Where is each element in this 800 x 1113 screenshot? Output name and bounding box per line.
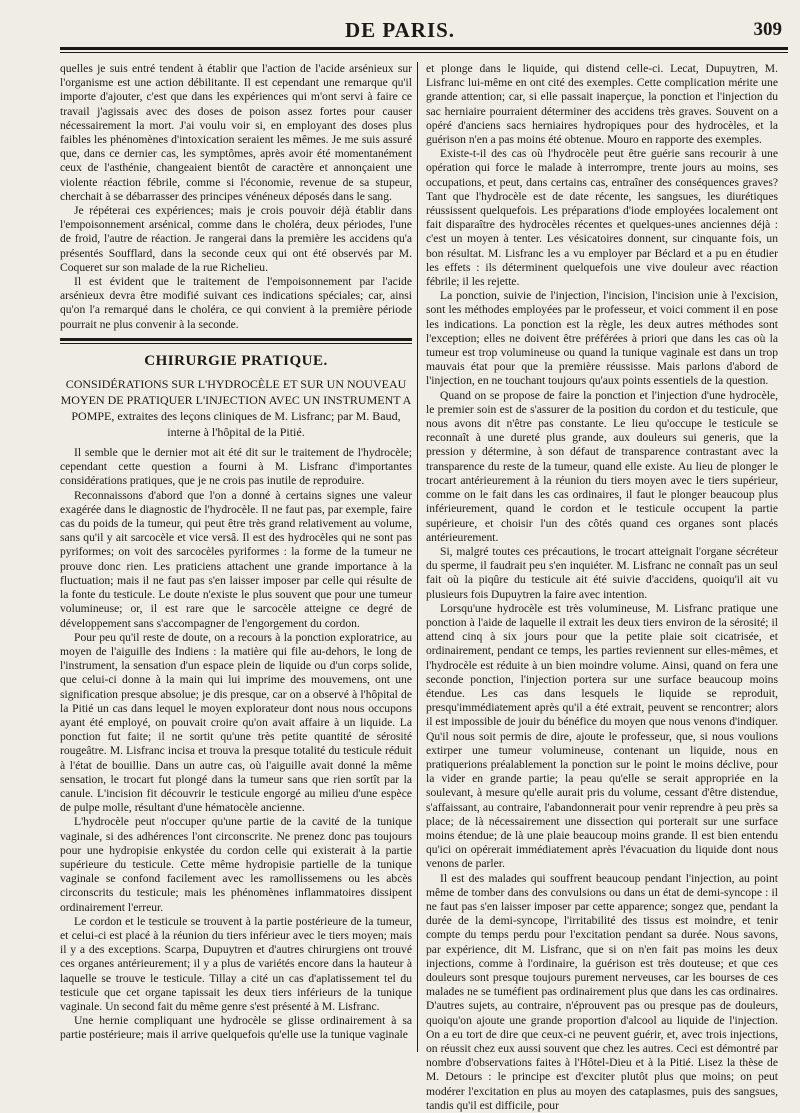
header-rule-thick	[60, 47, 788, 50]
page-number: 309	[753, 19, 782, 40]
paragraph: La ponction, suivie de l'injection, l'incision, l'incision unie à l'excision, sont les méthodes employées par le professeur, et voici comment il en pose les indications. La ponction est la règle, les deux autres méthodes sont l'exception; elles ne doivent être préférées à priori que dans les cas où la tumeur est trop volumineuse ou quand la tunique vaginale est dans un trop mauvais état pour que la première réussisse. Mais parlons d'abord de l'injection, en ne touchant toujours qu'aux points essentiels de la question.	[426, 289, 778, 388]
paragraph: Quand on se propose de faire la ponction et l'injection d'une hydrocèle, le premier soin est de s'assurer de la position du cordon et du testicule, que nous avons dit n'être pas constante. Le lieu qu'occupe le testicule se reconnaît à une dureté plus grande, aux douleurs sui generis, que la pression y détermine, à son défaut de transparence contrastant avec la transparence du reste de la tumeur, quand elle existe. Au lieu de plonger le trocart antérieurement à la réunion du tiers moyen avec le tiers supérieur, comme on le fait dans les cas ordinaires, il faut le plonger beaucoup plus inférieurement, quand le cordon et le testicule occupent la partie supérieure, et choisir l'un des côtés quand ces organes sont placés antérieurement.	[426, 388, 778, 544]
section-divider	[60, 338, 412, 344]
paragraph: Reconnaissons d'abord que l'on a donné à certains signes une valeur exagérée dans le diagnostic de l'hydrocèle. Il ne faut pas, par exemple, faire cas du poids de la tumeur, qui peut être très grand relativement au volume, sans qu'il y ait sarcocèle et vice versâ. Il est des hydrocèles qui ne sont pas pyriformes; on voit des sarcocèles pyriformes : la forme de la tumeur ne prouve donc rien. Les praticiens attachent une grande importance à la fluctuation; mais il ne faut pas s'en laisser imposer par celle qui résulte de la fonte du testicule. Le doute n'existe le plus souvent que pour une tumeur volumineuse; or, il est rare que le sarcocèle atteigne ce degré de développement sans s'accompagner de l'engorgement du cordon.	[60, 488, 412, 630]
paragraph: Le cordon et le testicule se trouvent à la partie postérieure de la tumeur, et celui-ci est placé à la réunion du tiers inférieur avec le tiers moyen; mais il y a des exceptions. Scarpa, Dupuytren et d'autres chirurgiens ont trouvé ces organes antérieurement; il y a plus de variétés encore dans la hauteur à laquelle se trouve le testicule. Tillay a cité un cas d'aplatissement tel du testicule que cet organe tapissait les deux tiers inférieurs de la tunique vaginale. Un second fait du même genre s'est présenté à M. Lisfranc.	[60, 914, 412, 1013]
article-title: CONSIDÉRATIONS SUR L'HYDROCÈLE ET SUR UN NOUVEAU MOYEN DE PRATIQUER L'INJECTION AVEC UN INSTRUMENT A POMPE, extraites des leçons cliniques de M. Lisfranc; par M. Baud, interne à l'hôpital de la Pitié.	[60, 377, 412, 440]
header-rule-thin	[60, 52, 788, 53]
page-header	[0, 0, 800, 52]
paragraph: Lorsqu'une hydrocèle est très volumineuse, M. Lisfranc pratique une ponction à l'aide de laquelle il extrait les deux tiers environ de la sérosité; il attend cinq à six jours pour que la petite plaie soit cicatrisée, et ordinairement, pendant ce temps, les parties reviennent sur elles-mêmes, et l'hydrocèle est réduite à un bien moindre volume. Ainsi, quand on fera une seconde ponction, l'injection portera sur une surface beaucoup moins étendue. Les cas dans lesquels le liquide se reproduit, presqu'immédiatement après qu'il a été extrait, peuvent se rencontrer; alors il est impossible de jouir du bénéfice du moyen que nous venons d'indiquer. Qu'il nous soit permis de dire, ajoute le professeur, que, si nous voulions extirper une tumeur volumineuse, contenant un liquide, nous en pratiquerions préalablement la ponction sur le point le moins déclive, pour la vider en grande partie; la peau qu'elle se serait appropriée en la soulevant, à mesure qu'elle aurait pris du volume, cessant d'être distendue, s'affaissant, au contraire, l'abandonnerait pour venir reprendre à peu près sa place; de là nécessairement une dissection qui porterait sur une surface moins étendue; de là une plaie beaucoup moins grande. Il est bien entendu qu'ici on opérerait immédiatement après l'évacuation du liquide dont nous venons de parler.	[426, 601, 778, 871]
paragraph: Pour peu qu'il reste de doute, on a recours à la ponction exploratrice, au moyen de l'aiguille des Indiens : la matière qui file au-dehors, le long de l'instrument, la sensation d'un espace plein de liquide ou d'un corps solide, que celui-ci donne à la main qui lui imprime des mouvemens, ont une signification presque absolue; je dis presque, car on a observé à l'hôpital de la Pitié un cas dans lequel le moyen explorateur dont nous nous occupons ayant été employé, on pouvait croire qu'on avait affaire à un liquide. La ponction fut faite; il ne sortit qu'une très petite quantité de sérosité rougeâtre. M. Lisfranc incisa et trouva la presque totalité du testicule réduit à l'état de bouillie. Dans un autre cas, où l'aiguille avait donné la même sensation, le trocart fut plongé dans la tumeur sans que rien sortît par la canule. L'incision fit découvrir le testicule engorgé au milieu d'une espèce de pulpe molle, résultant d'une hématocèle ancienne.	[60, 630, 412, 815]
paragraph: Une hernie compliquant une hydrocèle se glisse ordinairement à sa partie postérieure; mais il arrive quelquefois qu'elle use la tunique vaginale	[60, 1014, 412, 1042]
paragraph: Il est des malades qui souffrent beaucoup pendant l'injection, au point même de tomber dans des convulsions ou dans un état de demi-syncope : il ne faut pas s'en laisser imposer par cette apparence; songez que, pendant la durée de la demi-syncope, l'irritabilité des tissus est moindre, et tenir compte du temps perdu pour l'excitation pendant sa durée. Nous savons, par expérience, dit M. Lisfranc, que si on n'en fait pas moins les deux injections, comme à l'ordinaire, la guérison est très douteuse; et que ces douleurs sont presque toujours purement nerveuses, car les bourses de ces malades ne se tuméfient pas ordinairement plus que dans les cas ordinaires. D'autres sujets, au contraire, n'éprouvent pas ou presque pas de douleurs, quoiqu'on ajoute une grande proportion d'alcool au liquide de l'injection. On a eu tort de dire que ceux-ci ne peuvent guérir, et, avec trois injections, on réussit chez eux aussi souvent que chez les autres. Ceci est démontré par nombre d'observations faites à l'Hôtel-Dieu et à la Pitié. Lisez la thèse de M. Detours : le principe est d'exciter plutôt plus que moins; on peut modérer l'excitation en plus au moyen des cataplasmes, puis des sangsues, tandis qu'il est difficile, pour	[426, 871, 778, 1112]
section-heading: CHIRURGIE PRATIQUE.	[144, 352, 328, 369]
paragraph: Existe-t-il des cas où l'hydrocèle peut être guérie sans recourir à une opération qui force le malade à interrompre, trente jours au moins, ses occupations, et peut, dans certains cas, entraîner des conséquences graves? Tant que l'hydrocèle est de date récente, les sangsues, les diurétiques réussissent quelquefois. Les préparations d'iode employées localement ont fait disparaître des hydrocèles récentes et quelques-unes anciennes déjà : c'est un moyen à tenter. Les vésicatoires donnent, sur cinquante fois, un bon résultat. M. Lisfranc les a vu employer par Béclard et a pu en étudier les effets : ils déterminent quelquefois une vive douleur avec réaction fébrile; il les rejette.	[426, 147, 778, 289]
paragraph: Il est évident que le traitement de l'empoisonnement par l'acide arsénieux devra être modifié suivant ces indications spéciales; car, ainsi qu'on l'a remarqué dans le choléra, ce qui convient à la première période pourrait ne plus convenir à la seconde.	[60, 275, 412, 331]
left-column	[60, 62, 412, 1052]
paragraph: Je répéterai ces expériences; mais je crois pouvoir déjà établir dans l'empoisonnement arsénical, comme dans le choléra, deux périodes, l'une de froid, l'autre de réaction. Je rangerai dans la première les accidens qu'a présentés Soufflard, dans la seconde ceux qui ont été observés par M. Coqueret sur son malade de la rue Richelieu.	[60, 204, 412, 274]
right-column	[426, 62, 778, 1112]
paragraph: Si, malgré toutes ces précautions, le trocart atteignait l'organe sécréteur du sperme, il faudrait peu s'en inquiéter. M. Lisfranc ne connaît pas un seul fait où la piqûre du testicule ait été suivie d'accidens, quoiqu'il ait vu plusieurs fois Dupuytren la faire avec intention.	[426, 544, 778, 601]
column-divider	[417, 62, 418, 1052]
paragraph: et plonge dans le liquide, qui distend celle-ci. Lecat, Dupuytren, M. Lisfranc lui-même en ont cité des exemples. Cette complication mérite une grande attention; car, si elle passait inaperçue, la ponction et l'injection du sac herniaire pourraient déterminer des accidens très graves. Souvent on a opéré d'anciens sacs herniaires hydropiques pour des hydrocèles, et la guérison n'en a pas moins été obtenue. Mouro en rapporte des exemples.	[426, 62, 778, 147]
paragraph: Il semble que le dernier mot ait été dit sur le traitement de l'hydrocèle; cependant cette question a fourni à M. Lisfranc d'importantes considérations pratiques, que je ne crois pas inutile de reproduire.	[60, 446, 412, 488]
paragraph: quelles je suis entré tendent à établir que l'action de l'acide arsénieux sur l'organisme est une action débilitante. Il est cependant une remarque qu'il importe d'ajouter, c'est que dans les expériences qui m'ont servi à faire ce travail j'agissais avec des doses de poison assez fortes pour causer nécessairement la mort. J'ai voulu voir si, en employant des doses plus faibles les phénomènes d'intoxication seraient les mêmes. Je me suis assuré que, dans ce dernier cas, les symptômes, après avoir été momentanément ceux de l'asthénie, changeaient bientôt de caractère et annonçaient une violente réaction fébrile, comme si l'économie, revenue de sa stupeur, cherchait à se débarrasser des principes vénéneux déposés dans le sang.	[60, 62, 412, 203]
running-title: DE PARIS.	[344, 18, 456, 42]
paragraph: L'hydrocèle peut n'occuper qu'une partie de la cavité de la tunique vaginale, si des adhérences l'ont circonscrite. Ne prenez donc pas toujours pour une hydropisie enkystée du cordon celle qui existerait à la partie supérieure du testicule. Cette même hydropisie partielle de la tunique vaginale se confond facilement avec les ramollissemens ou les abcès circonscrits du testicule; mais les phénomènes inflammatoires dissipent ordinairement l'erreur.	[60, 815, 412, 914]
